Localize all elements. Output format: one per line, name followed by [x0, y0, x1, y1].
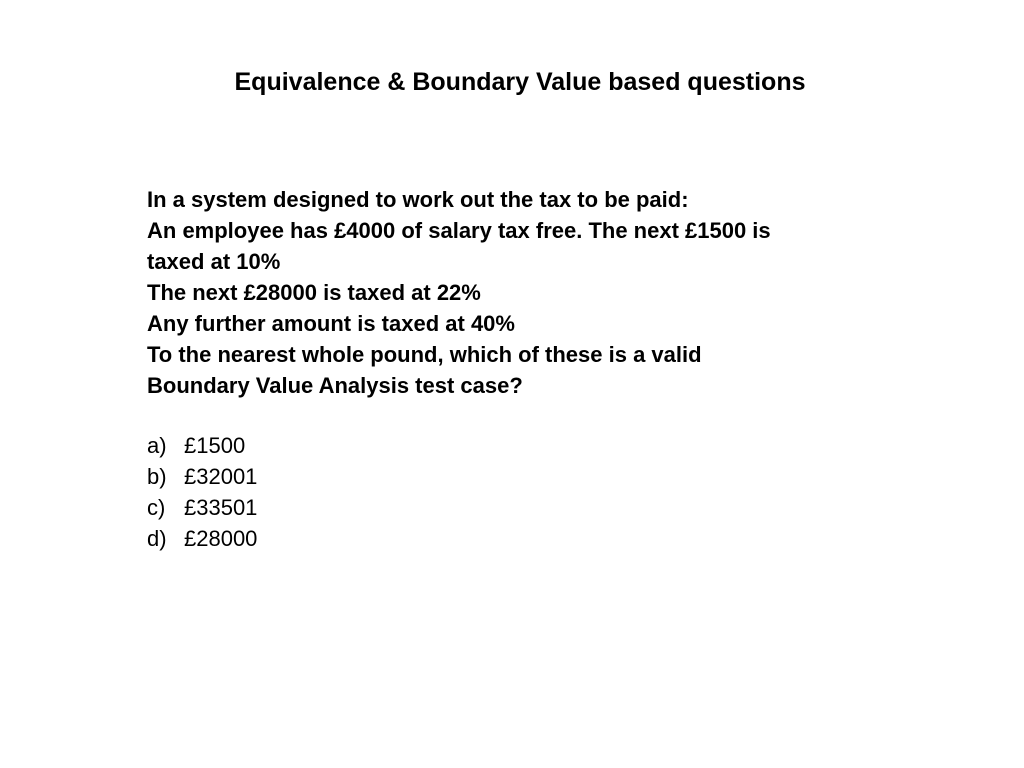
answer-option-d: [147, 523, 547, 554]
answer-option-a: [147, 430, 547, 461]
question-line: taxed at 10%: [147, 249, 281, 274]
option-letter: a): [147, 433, 167, 458]
question-text: [147, 184, 907, 401]
answer-option-c: [147, 492, 547, 523]
option-letter: c): [147, 495, 166, 520]
slide-title: Equivalence & Boundary Value based questions: [234, 68, 806, 96]
option-text: £1500: [184, 433, 246, 458]
option-letter: b): [147, 464, 167, 489]
option-text: £28000: [184, 526, 258, 551]
question-line: The next £28000 is taxed at 22%: [147, 280, 481, 305]
answer-options: [147, 430, 547, 554]
answer-option-b: [147, 461, 547, 492]
question-line: Boundary Value Analysis test case?: [147, 373, 523, 398]
question-line: In a system designed to work out the tax to be paid:: [147, 187, 689, 212]
question-line: To the nearest whole pound, which of these is a valid: [147, 342, 702, 367]
question-line: An employee has £4000 of salary tax free. The next £1500 is: [147, 218, 771, 243]
option-text: £32001: [184, 464, 258, 489]
option-letter: d): [147, 526, 167, 551]
option-text: £33501: [184, 495, 258, 520]
question-line: Any further amount is taxed at 40%: [147, 311, 515, 336]
